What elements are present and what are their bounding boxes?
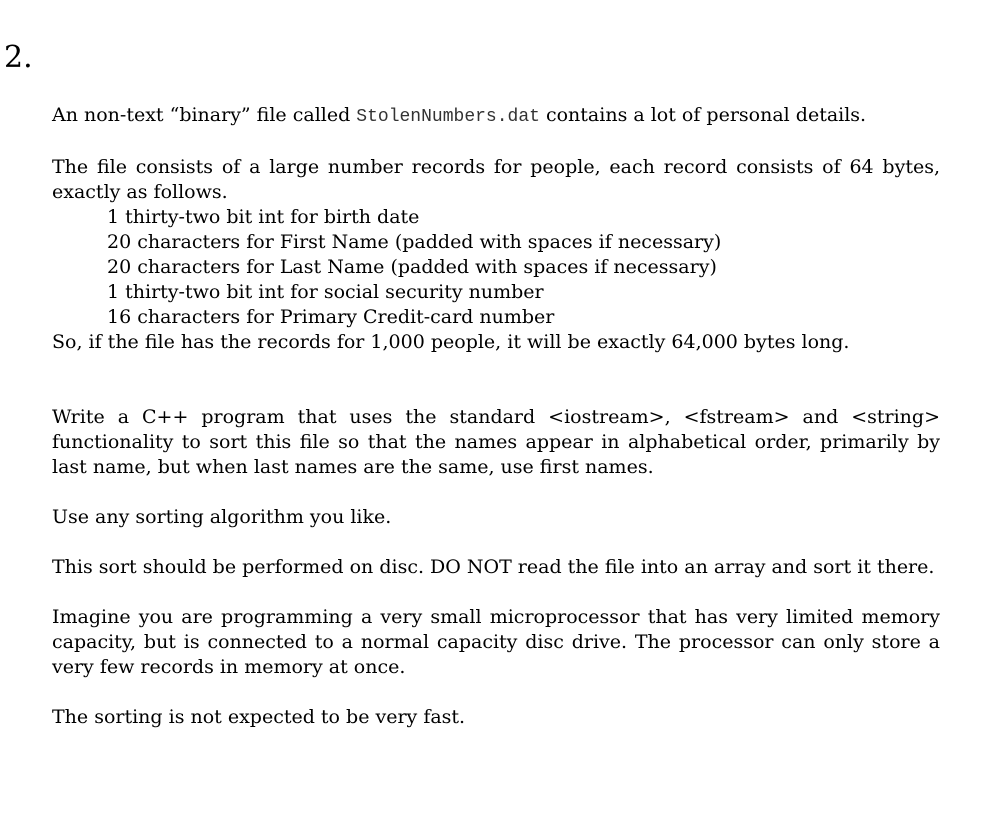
speed-note: The sorting is not expected to be very fast. <box>52 706 466 728</box>
question-number: 2. <box>4 40 33 75</box>
record-field-item: 20 characters for First Name (padded with spaces if necessary) <box>107 231 722 253</box>
intro-text-before: An non-text “binary” file called <box>52 104 357 126</box>
question-body <box>52 103 940 730</box>
task-paragraph: Write a C++ program that uses the standard <iostream>, <fstream> and <string> functionality to sort this file so that the names appear in alphabetical order, primarily by last name, but when last names are the same, use first names. <box>52 406 940 478</box>
record-field-item: 1 thirty-two bit int for social security number <box>107 281 544 303</box>
intro-text-after: contains a lot of personal details. <box>539 104 867 126</box>
intro-paragraph <box>52 103 940 130</box>
record-field-item: 20 characters for Last Name (padded with spaces if necessary) <box>107 256 717 278</box>
record-description: The file consists of a large number records for people, each record consists of 64 bytes, exactly as follows. <box>52 156 940 203</box>
filename-code: StolenNumbers.dat <box>356 107 540 127</box>
size-note: So, if the file has the records for 1,000 people, it will be exactly 64,000 bytes long. <box>52 331 850 353</box>
record-fields-list <box>52 205 940 330</box>
memory-note: Imagine you are programming a very small microprocessor that has very limited memory capacity, but is connected to a normal capacity disc drive. The processor can only store a very few records in memory at once. <box>52 606 940 678</box>
algorithm-note: Use any sorting algorithm you like. <box>52 506 392 528</box>
record-field-item: 16 characters for Primary Credit-card number <box>107 306 555 328</box>
record-field-item: 1 thirty-two bit int for birth date <box>107 206 420 228</box>
disc-note: This sort should be performed on disc. DO NOT read the file into an array and sort it there. <box>52 556 935 578</box>
